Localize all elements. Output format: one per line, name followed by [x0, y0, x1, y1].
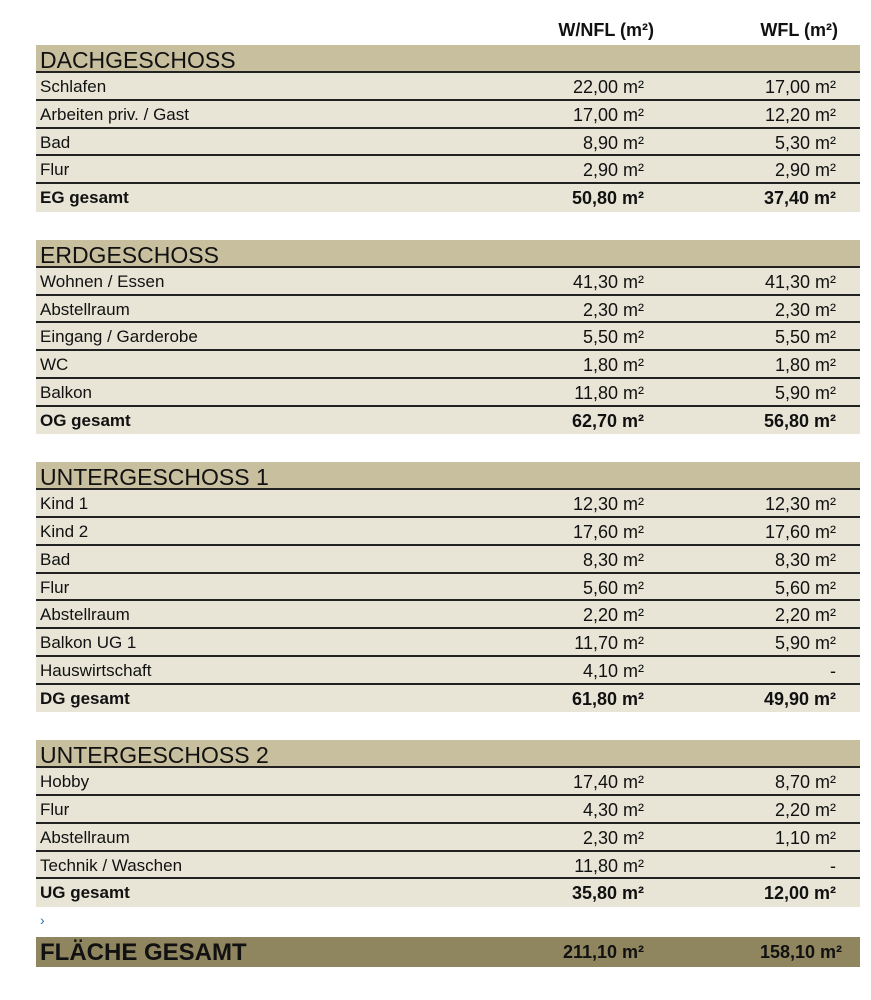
- section-total-row: [36, 184, 860, 212]
- room-wfl: 12,30 m²: [764, 494, 836, 515]
- table-row: [36, 351, 860, 379]
- room-nfl: 4,10 m²: [582, 660, 644, 681]
- column-header-wfl: WFL (m²): [760, 20, 838, 40]
- total-label: EG gesamt: [40, 188, 129, 207]
- room-nfl: 4,30 m²: [582, 800, 644, 820]
- room-nfl: 11,70 m²: [574, 633, 644, 653]
- room-nfl: 2,30 m²: [582, 299, 644, 320]
- table-row: [36, 268, 860, 296]
- room-wfl: 2,20 m²: [774, 800, 836, 820]
- room-nfl: 11,80 m²: [574, 382, 644, 403]
- room-label: Eingang / Garderobe: [40, 327, 198, 347]
- section-title: UNTERGESCHOSS 2: [36, 740, 860, 768]
- table-row: [36, 518, 860, 546]
- table-row: [36, 796, 860, 824]
- table-row: [36, 73, 860, 101]
- room-label: Flur: [40, 800, 70, 819]
- section-title: DACHGESCHOSS: [36, 45, 860, 73]
- table-row: [36, 546, 860, 574]
- section-total-row: [36, 879, 860, 907]
- table-row: [36, 296, 860, 324]
- room-wfl: 2,20 m²: [774, 605, 836, 626]
- room-wfl: 17,60 m²: [764, 522, 836, 542]
- room-wfl: 1,10 m²: [774, 827, 836, 848]
- grand-total-nfl: 211,10 m²: [562, 942, 644, 962]
- room-label: Abstellraum: [40, 299, 130, 319]
- table-row: [36, 768, 860, 796]
- room-wfl: 17,00 m²: [764, 77, 836, 97]
- total-label: DG gesamt: [40, 688, 130, 708]
- floor-section: [36, 740, 860, 907]
- room-label: Arbeiten priv. / Gast: [40, 104, 189, 124]
- floor-section: [36, 45, 860, 212]
- room-nfl: 8,90 m²: [582, 132, 644, 153]
- room-label: Flur: [40, 160, 70, 180]
- room-nfl: 12,30 m²: [572, 494, 644, 515]
- table-row: [36, 490, 860, 518]
- room-label: WC: [40, 355, 69, 374]
- room-nfl: 2,20 m²: [582, 605, 644, 626]
- room-wfl: -: [830, 660, 836, 681]
- room-nfl: 2,90 m²: [582, 160, 644, 181]
- table-row: [36, 156, 860, 184]
- room-label: Abstellraum: [40, 827, 130, 847]
- room-wfl: 41,30 m²: [764, 271, 836, 292]
- room-wfl: -: [830, 855, 836, 876]
- table-row: [36, 657, 860, 685]
- room-label: Kind 1: [40, 494, 89, 514]
- table-row: [36, 574, 860, 602]
- table-row: [36, 852, 860, 880]
- room-wfl: 5,30 m²: [774, 132, 836, 153]
- table-row: [36, 129, 860, 157]
- grand-total-label: FLÄCHE GESAMT: [40, 939, 247, 966]
- total-nfl: 50,80 m²: [571, 188, 644, 208]
- chevron-right-icon: ›: [40, 912, 45, 928]
- room-label: Wohnen / Essen: [40, 271, 165, 291]
- floor-section: [36, 462, 860, 712]
- room-nfl: 5,60 m²: [582, 577, 644, 598]
- room-label: Technik / Waschen: [40, 855, 183, 875]
- room-wfl: 8,30 m²: [774, 549, 836, 570]
- total-label: OG gesamt: [40, 410, 131, 430]
- room-nfl: 2,30 m²: [582, 827, 644, 848]
- room-wfl: 2,90 m²: [774, 160, 836, 181]
- total-nfl: 61,80 m²: [571, 688, 644, 709]
- room-label: Bad: [40, 549, 71, 569]
- room-wfl: 8,70 m²: [774, 772, 836, 793]
- total-wfl: 49,90 m²: [763, 688, 836, 709]
- section-total-row: [36, 407, 860, 435]
- room-wfl: 5,50 m²: [774, 327, 836, 348]
- total-nfl: 35,80 m²: [571, 883, 644, 904]
- room-nfl: 1,80 m²: [582, 355, 644, 375]
- room-label: Balkon: [40, 382, 92, 402]
- room-wfl: 1,80 m²: [774, 355, 836, 375]
- grand-total-wfl: 158,10 m²: [759, 942, 842, 962]
- table-row: [36, 629, 860, 657]
- room-label: Bad: [40, 132, 71, 152]
- room-nfl: 11,80 m²: [574, 855, 644, 876]
- room-wfl: 5,60 m²: [774, 577, 836, 598]
- room-label: Hauswirtschaft: [40, 660, 152, 680]
- room-label: Balkon UG 1: [40, 633, 137, 652]
- table-row: [36, 824, 860, 852]
- room-nfl: 17,00 m²: [572, 104, 644, 125]
- table-row: [36, 601, 860, 629]
- grand-total-row: [36, 937, 860, 967]
- room-nfl: 41,30 m²: [572, 271, 644, 292]
- floor-section: [36, 240, 860, 435]
- table-row: [36, 101, 860, 129]
- total-wfl: 37,40 m²: [763, 188, 836, 208]
- total-label: UG gesamt: [40, 883, 130, 903]
- total-wfl: 12,00 m²: [763, 883, 836, 904]
- room-label: Hobby: [40, 772, 90, 792]
- room-label: Schlafen: [40, 77, 107, 96]
- room-nfl: 17,60 m²: [572, 522, 644, 542]
- section-title: ERDGESCHOSS: [36, 240, 860, 268]
- room-wfl: 12,20 m²: [764, 104, 836, 125]
- section-total-row: [36, 685, 860, 713]
- room-label: Kind 2: [40, 522, 89, 541]
- room-wfl: 2,30 m²: [774, 299, 836, 320]
- room-wfl: 5,90 m²: [774, 382, 836, 403]
- room-nfl: 8,30 m²: [582, 549, 644, 570]
- section-title: UNTERGESCHOSS 1: [36, 462, 860, 490]
- room-label: Abstellraum: [40, 605, 130, 625]
- room-nfl: 5,50 m²: [582, 327, 644, 348]
- room-wfl: 5,90 m²: [774, 633, 836, 653]
- table-row: [36, 379, 860, 407]
- room-label: Flur: [40, 577, 70, 597]
- area-table: [36, 45, 860, 935]
- room-nfl: 22,00 m²: [572, 77, 644, 97]
- column-header-nfl: W/NFL (m²): [558, 20, 654, 40]
- total-nfl: 62,70 m²: [571, 410, 644, 431]
- room-nfl: 17,40 m²: [572, 772, 644, 793]
- table-row: [36, 323, 860, 351]
- total-wfl: 56,80 m²: [763, 410, 836, 431]
